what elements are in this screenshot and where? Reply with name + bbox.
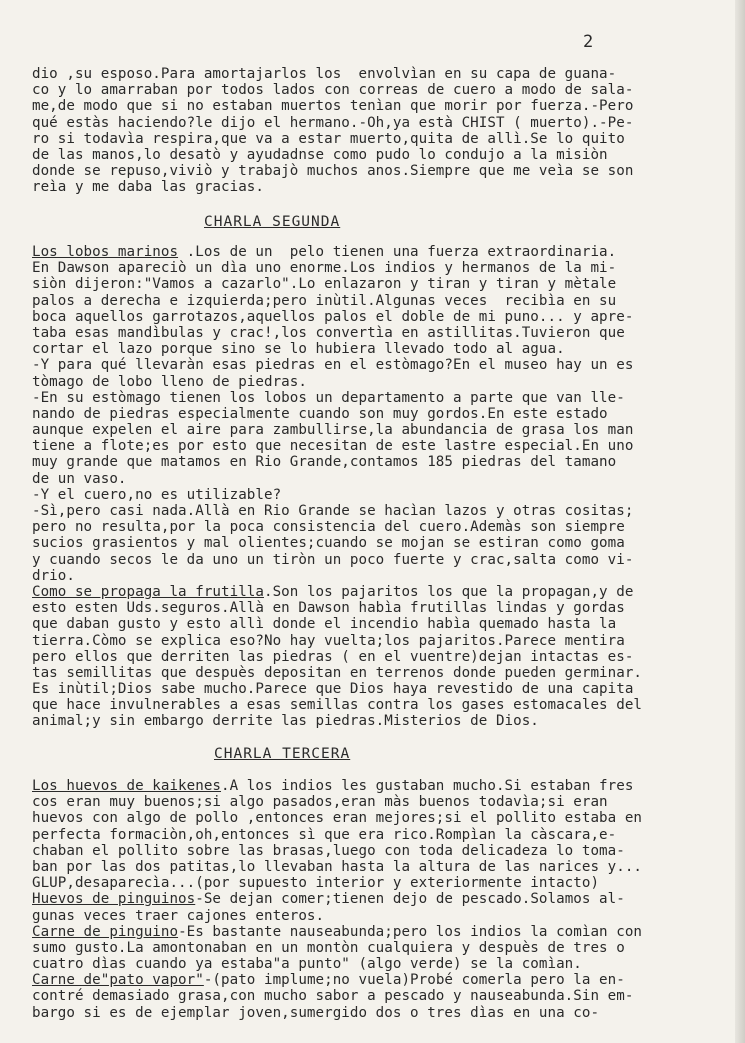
text-line [32, 341, 712, 357]
line-text: tiene a flote;es por esto que necesitan de este lastre especial.En uno [32, 438, 634, 455]
line-text: tas semillitas que despuès depositan en terrenos donde pueden germinar. [32, 664, 643, 681]
line-text: palos a derecha e izquierda;pero inùtil.Algunas veces recibìa en su [32, 292, 617, 309]
text-line [32, 616, 712, 632]
text-line [32, 1005, 712, 1021]
text-line [32, 778, 712, 794]
text-line: donde se repuso,viviò y trabajò muchos anos.Siempre que me veìa se son [32, 163, 634, 180]
line-text: Es inùtil;Dios sabe mucho.Parece que Dios haya revestido de una capita [32, 681, 634, 698]
line-text: .A los indios les gustaban mucho.Si estaban fres [221, 778, 634, 794]
text-line [32, 422, 712, 438]
line-text: taba esas mandìbulas y crac!,los convertìa en astillitas.Tuvieron que [32, 324, 625, 341]
section-heading-charla-tercera: CHARLA TERCERA [214, 746, 351, 762]
line-text: sumo gusto.La amontonaban en un montòn cualquiera y despuès de tres o [32, 939, 625, 956]
text-line [32, 568, 712, 584]
text-line: co y lo amarraban por todos lados con correas de cuero a modo de sala- [32, 82, 634, 99]
line-text: muy grande que matamos en Rio Grande,contamos 185 piedras del tamano [32, 454, 617, 471]
text-line [32, 665, 712, 681]
text-line [32, 276, 712, 292]
line-text: .Son los pajaritos los que la propagan,y de [263, 583, 634, 600]
line-text: .Los de un pelo tienen una fuerza extraordinaria. [178, 244, 617, 260]
paragraph-intro [32, 66, 712, 196]
line-text: pero ellos que derriten las piedras ( en el vuentre)dejan intactas es- [32, 648, 634, 665]
line-text: bargo si es de ejemplar joven,sumergido dos o tres dìas en una co- [32, 1004, 600, 1021]
line-text: cuatro dìas cuando ya estaba"a punto" (algo verde) se la comìan. [32, 956, 582, 973]
line-text: -Se dejan comer;tienen dejo de pescado.Solamos al- [195, 891, 625, 908]
text-line: qué estàs haciendo?le dijo el hermano.-Oh,ya està CHIST ( muerto).-Pe- [32, 114, 634, 131]
line-text: cos eran muy buenos;si algo pasados,eran màs buenos todavìa;si eran [32, 794, 608, 811]
text-line [32, 357, 712, 373]
line-text: nando de piedras especialmente cuando son muy gordos.En este estado [32, 405, 608, 422]
line-text: -Y para qué llevaràn esas piedras en el estòmago?En el museo hay un es [32, 357, 634, 374]
line-text: que daban gusto y esto allì donde el incendio habìa quemado hasta la [32, 616, 617, 633]
line-text: tierra.Còmo se explica eso?No hay vuelta;los pajaritos.Parece mentira [32, 632, 625, 649]
text-line [32, 891, 712, 907]
text-line [32, 697, 712, 713]
text-line [32, 244, 712, 260]
text-line [32, 552, 712, 568]
line-text: huevos con algo de pollo ,entonces eran mejores;si el pollito estaba en [32, 810, 643, 827]
text-line [32, 940, 712, 956]
line-text: perfecta formaciòn,oh,entonces sì que era rico.Rompìan la càscara,e- [32, 826, 617, 843]
line-text: chaban el pollito sobre las brasas,luego con toda delicadeza lo toma- [32, 842, 625, 859]
section-body-charla-tercera [32, 778, 712, 1021]
underlined-topic: Como se propaga la frutilla [32, 583, 264, 600]
line-text: tòmago de lobo lleno de piedras. [32, 373, 307, 390]
text-line [32, 454, 712, 470]
line-text: cortar el lazo porque sino se lo hubiera llevado todo al agua. [32, 341, 565, 358]
underlined-topic: Los lobos marinos [32, 244, 179, 260]
text-line [32, 859, 712, 875]
line-text: drio. [32, 567, 75, 584]
text-line [32, 438, 712, 454]
text-line: ro si todavìa respira,que va a estar muerto,quita de allì.Se lo quito [32, 130, 625, 147]
page-number: 2 [583, 32, 595, 52]
text-line [32, 325, 712, 341]
underlined-topic: Los huevos de kaikenes [32, 778, 222, 794]
text-line [32, 633, 712, 649]
underlined-topic: Carne de pinguino [32, 923, 179, 940]
page-edge-shadow [735, 0, 745, 1043]
line-text: -Y el cuero,no es utilizable? [32, 486, 282, 503]
line-text: -En su estòmago tienen los lobos un departamento a parte que van lle- [32, 389, 625, 406]
text-line: reìa y me daba las gracias. [32, 179, 264, 196]
underlined-topic: Huevos de pinguinos [32, 891, 196, 908]
section-body-charla-segunda [32, 244, 712, 730]
text-line [32, 390, 712, 406]
text-line: me,de modo que si no estaban muertos tenìan que morir por fuerza.-Pero [32, 98, 634, 115]
text-line [32, 681, 712, 697]
text-line [32, 810, 712, 826]
text-line [32, 503, 712, 519]
text-line [32, 875, 712, 891]
text-line [32, 713, 712, 729]
line-text: En Dawson apareciò un dìa uno enorme.Los indios y hermanos de la mi- [32, 260, 617, 277]
text-line [32, 794, 712, 810]
text-line: dio ,su esposo.Para amortajarlos los envolvìan en su capa de guana- [32, 66, 617, 82]
line-text: boca aquellos garrotazos,aquellos palos el doble de mi puno... y apre- [32, 308, 634, 325]
text-line [32, 471, 712, 487]
text-line [32, 956, 712, 972]
line-text: -Sì,pero casi nada.Allà en Rio Grande se hacìan lazos y otras cositas; [32, 503, 634, 519]
text-line [32, 843, 712, 859]
line-text: aunque expelen el aire para zambullirse,la abundancia de grasa los man [32, 422, 634, 439]
text-line [32, 988, 712, 1004]
text-line: de las manos,lo desatò y ayudadnse como pudo lo condujo a la misiòn [32, 146, 608, 163]
text-line [32, 972, 712, 988]
line-text: ban por las dos patitas,lo llevaban hasta la altura de las narices y... [32, 858, 643, 875]
line-text: pero no resulta,por la poca consistencia del cuero.Ademàs son siempre [32, 519, 625, 536]
line-text: sucios grasientos y mal olientes;cuando se mojan se estiran como goma [32, 535, 625, 552]
line-text: -Es bastante nauseabunda;pero los indios la comìan con [178, 923, 643, 940]
line-text: gunas veces traer cajones enteros. [32, 907, 325, 924]
line-text: -(pato implume;no vuela)Probé comerla pero la en- [203, 972, 625, 989]
text-line [32, 309, 712, 325]
line-text: contré demasiado grasa,con mucho sabor a pescado y nauseabunda.Sin em- [32, 988, 634, 1005]
text-line [32, 600, 712, 616]
text-line [32, 260, 712, 276]
text-line [32, 908, 712, 924]
line-text: esto esten Uds.seguros.Allà en Dawson habìa frutillas lindas y gordas [32, 600, 625, 617]
line-text: siòn dijeron:"Vamos a cazarlo".Lo enlazaron y tiran y tiran y mètale [32, 276, 617, 293]
text-line [32, 827, 712, 843]
text-line [32, 535, 712, 551]
text-line [32, 649, 712, 665]
line-text: de un vaso. [32, 470, 127, 487]
text-line [32, 924, 712, 940]
text-line [32, 584, 712, 600]
line-text: y cuando secos le da uno un tiròn un poco fuerte y crac,salta como vi- [32, 551, 634, 568]
line-text: que hace invulnerables a esas semillas contra los gases estomacales del [32, 697, 643, 714]
line-text: GLUP,desaparecìa...(por supuesto interior y exteriormente intacto) [32, 875, 600, 892]
text-line [32, 406, 712, 422]
text-line [32, 374, 712, 390]
line-text: animal;y sin embargo derrite las piedras.Misterios de Dios. [32, 713, 539, 730]
text-line [32, 293, 712, 309]
section-heading-charla-segunda: CHARLA SEGUNDA [204, 214, 341, 230]
text-line [32, 487, 712, 503]
underlined-topic: Carne de"pato vapor" [32, 972, 204, 989]
text-line [32, 519, 712, 535]
